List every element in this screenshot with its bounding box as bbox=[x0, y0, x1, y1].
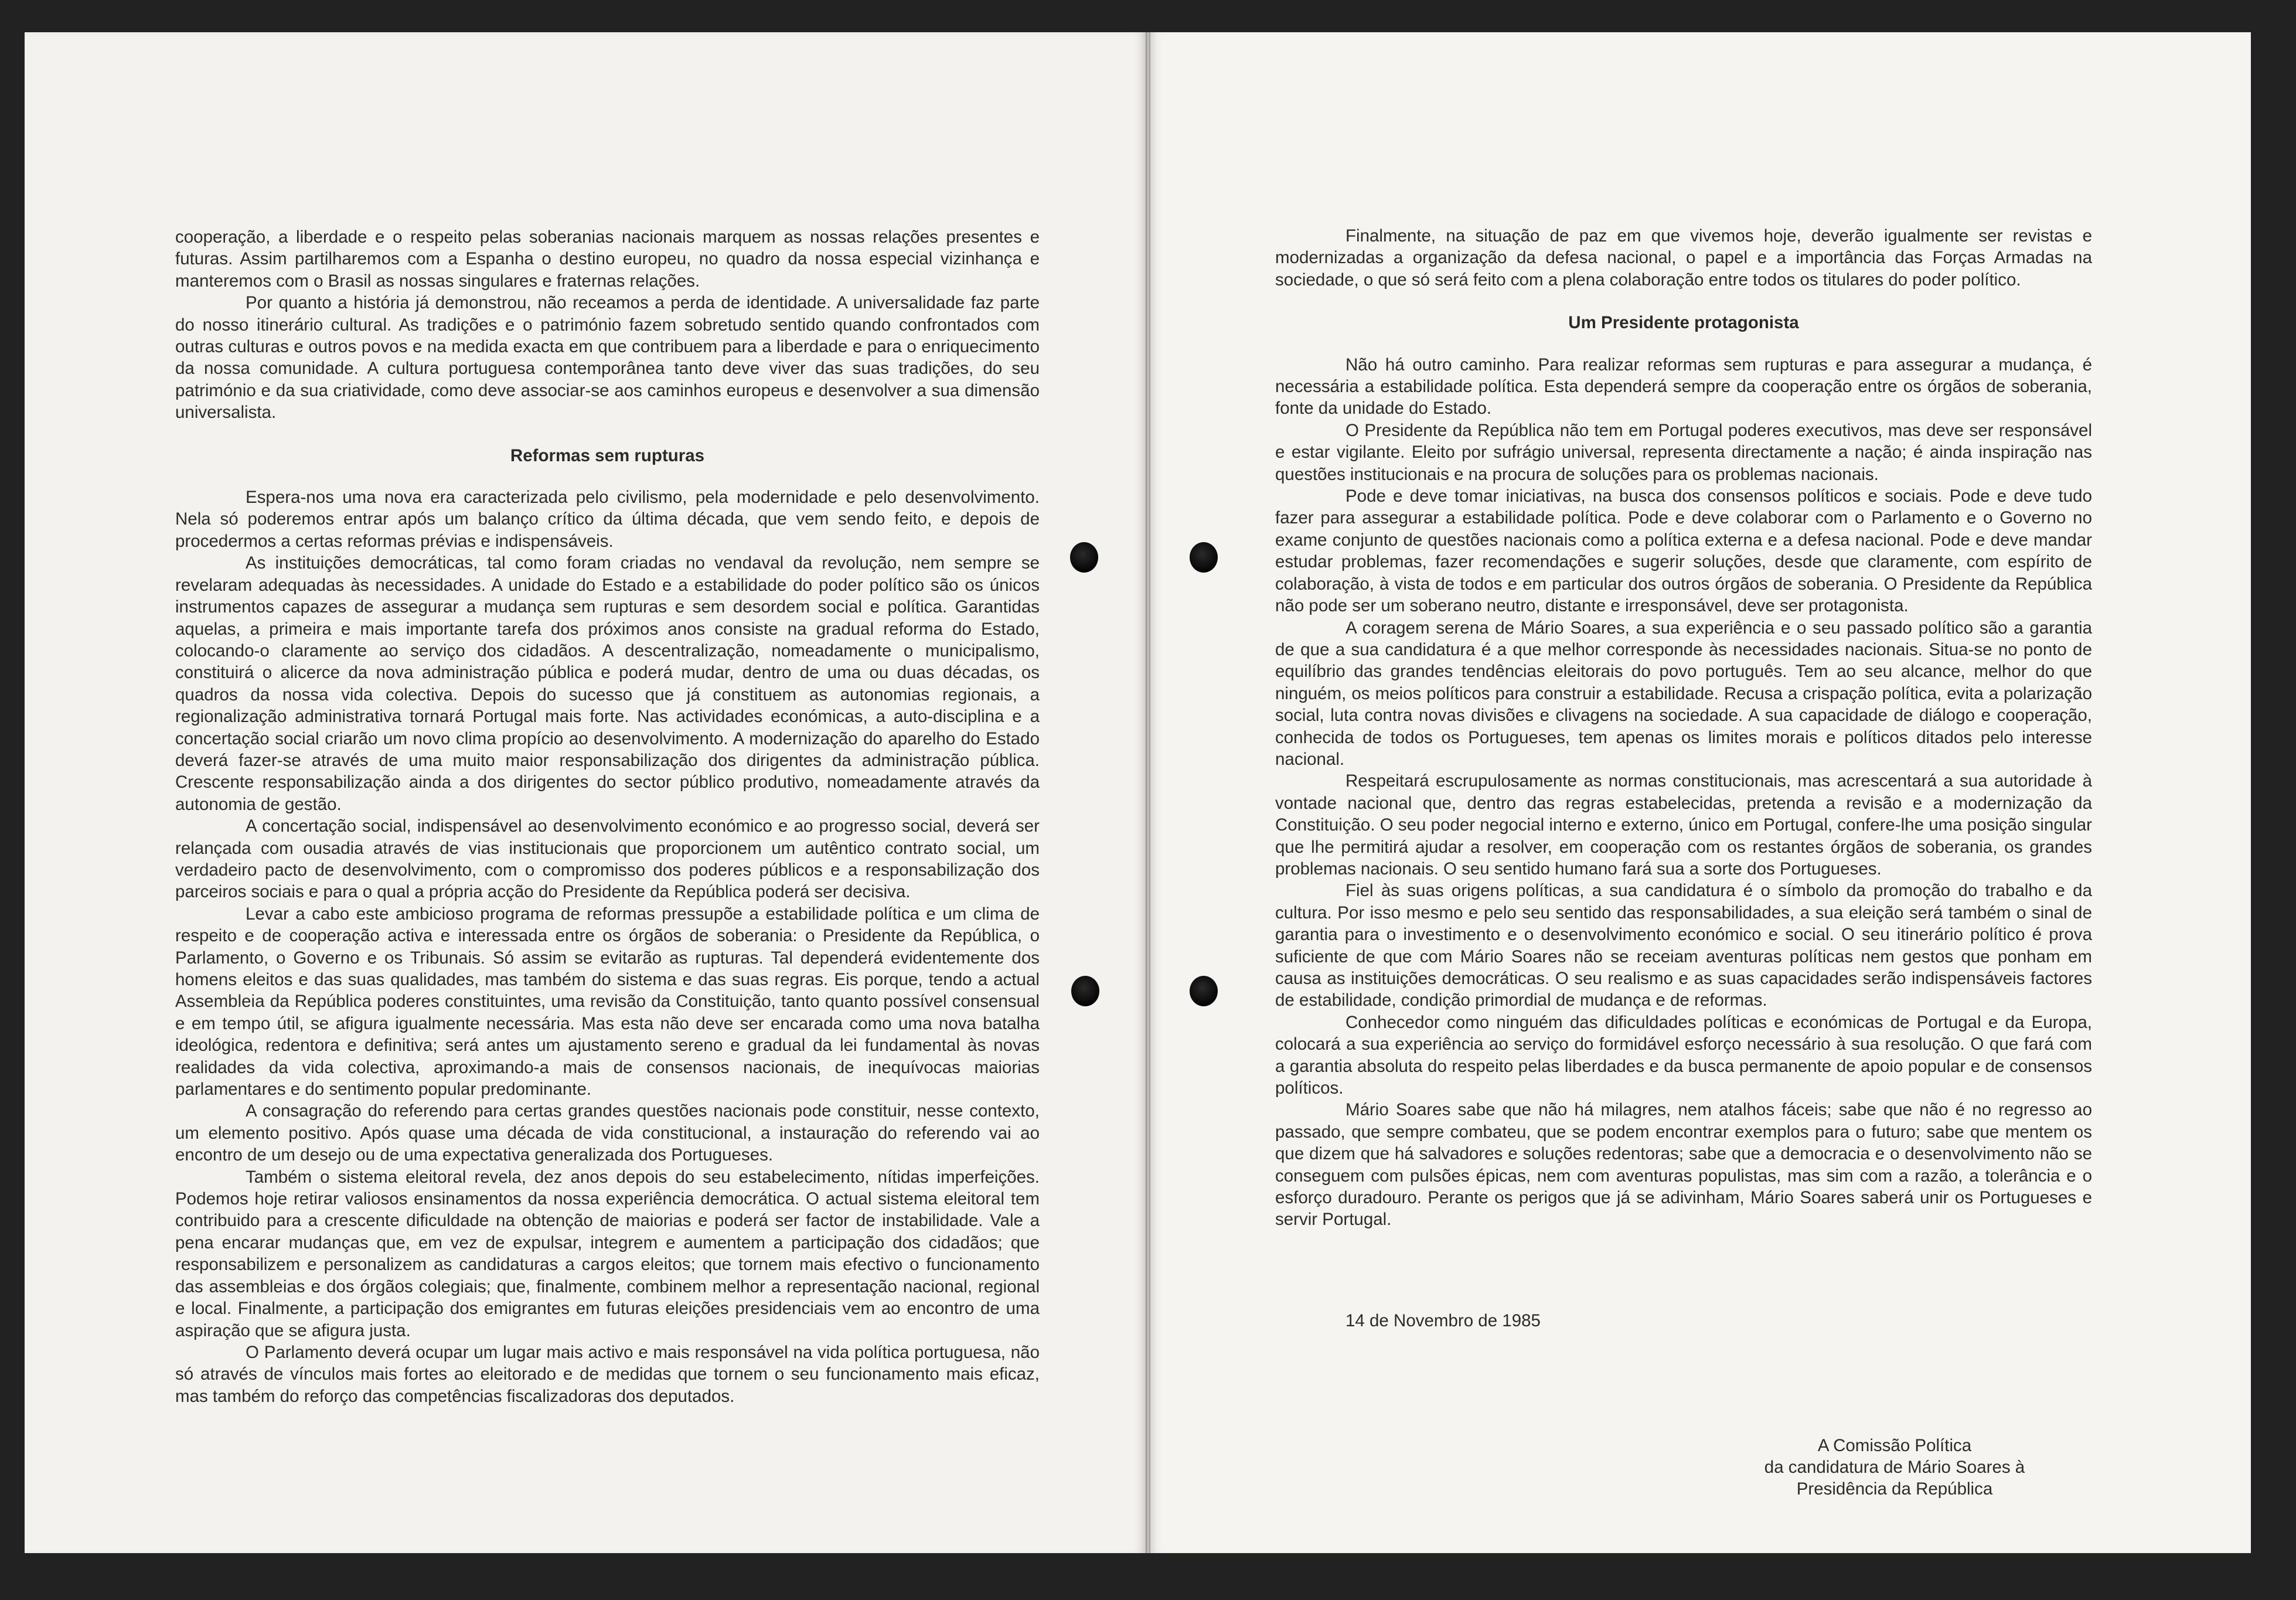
section-heading: Reformas sem rupturas bbox=[510, 445, 705, 465]
right-page bbox=[1150, 32, 2251, 1553]
right-page-text bbox=[1275, 225, 2092, 1231]
paragraph: Mário Soares sabe que não há milagres, nem atalhos fáceis; sabe que não é no regresso ao passado, que sempre combateu, que se podem encontrar exemplos para o futuro; sabe que mentem os que dizem que há salvadores e soluções redentoras; sabe que a democracia e o desenvolvimento não se conseguem com pulsões épicas, nem com aventuras populistas, mas sim com a razão, a tolerância e o esforço duradouro. Perante os perigos que já se adivinham, Mário Soares saberá unir os Portugueses e servir Portugal. bbox=[1275, 1100, 2092, 1230]
paragraph: Levar a cabo este ambicioso programa de reformas pressupõe a estabilidade política e um clima de respeito e de cooperação activa e interessada entre os órgãos de soberania: o Presidente da República, o Parlamento, o Governo e os Tribunais. Só assim se evitarão as rupturas. Tal dependerá evidentemente dos homens eleitos e das suas qualidades, mas também do sistema e das suas regras. Eis porque, tendo a actual Assembleia da República poderes constituintes, uma revisão da Constituição, tanto quanto possível consensual e em tempo útil, se afigura igualmente necessária. Mas esta não deve ser encarada como uma nova batalha ideológica, redentora e definitiva; será antes um ajustamento sereno e gradual da lei fundamental às novas realidades da vida colectiva, aproximando-a mais de consensos nacionais, de inequívocas maiorias parlamentares e do sentimento popular predominante. bbox=[175, 904, 1040, 1099]
section-heading: Um Presidente protagonista bbox=[1568, 313, 1799, 333]
paragraph: Pode e deve tomar iniciativas, na busca dos consensos políticos e sociais. Pode e deve tudo fazer para assegurar a estabilidade política. Pode e deve colaborar com o Parlamento e o Governo no exame conjunto de questões nacionais como a política externa e a defesa nacional. Pode e deve mandar estudar problemas, fazer recomendações e sugerir soluções, desde que claramente, com espírito de colaboração, à vista de todos e em particular dos outros órgãos de soberania. O Presidente da República não pode ser um soberano neutro, distante e irresponsável, deve ser protagonista. bbox=[1275, 486, 2092, 616]
punch-hole bbox=[1190, 542, 1218, 573]
signature-line: A Comissão Política bbox=[1817, 1436, 1972, 1455]
left-page-text bbox=[175, 226, 1040, 1407]
paragraph: A concertação social, indispensável ao desenvolvimento económico e ao progresso social, deverá ser relançada com ousadia através de vias institucionais que proporcionem um autêntico contrato social, um verdadeiro pacto de desenvolvimento, com o compromisso dos poderes públicos e a responsabilização dos parceiros sociais e para o qual a própria acção do Presidente da República poderá ser decisiva. bbox=[175, 816, 1040, 902]
document-date: 14 de Novembro de 1985 bbox=[1345, 1311, 1541, 1330]
paragraph: cooperação, a liberdade e o respeito pelas soberanias nacionais marquem as nossas relações presentes e futuras. Assim partilharemos com a Espanha o destino europeu, no quadro da nossa especial vizinhança e manteremos com o Brasil as nossas singulares e fraternas relações. bbox=[175, 227, 1040, 291]
paragraph: Não há outro caminho. Para realizar reformas sem rupturas e para assegurar a mudança, é necessária a estabilidade política. Esta dependerá sempre da cooperação entre os órgãos de soberania, fonte da unidade do Estado. bbox=[1275, 355, 2092, 418]
paragraph: Fiel às suas origens políticas, a sua candidatura é o símbolo da promoção do trabalho e da cultura. Por isso mesmo e pelo seu sentido das responsabilidades, a sua eleição será também o sinal de garantia para o investimento e o desenvolvimento económico e social. O seu itinerário político é prova suficiente de que com Mário Soares não se receiam aventuras políticas nem gestos que ponham em causa as instituições democráticas. O seu realismo e as suas capacidades serão indispensáveis factores de estabilidade, condição primordial de mudança e de reformas. bbox=[1275, 881, 2092, 1010]
paragraph: Conhecedor como ninguém das dificuldades políticas e económicas de Portugal e da Europa, colocará a sua experiência ao serviço do formidável esforço necessário à sua resolução. O que fará com a garantia absoluta do respeito pelas liberdades e da busca permanente de apoio popular e de consensos políticos. bbox=[1275, 1012, 2092, 1098]
binding-spine bbox=[1146, 32, 1150, 1553]
paragraph: Respeitará escrupulosamente as normas constitucionais, mas acrescentará a sua autoridade à vontade nacional que, dentro das regras estabelecidas, pretenda a revisão e a modernização da Constituição. O seu poder negocial interno e externo, único em Portugal, confere-lhe uma posição singular que lhe permitirá ajudar a resolver, em cooperação com os restantes órgãos de soberania, os grandes problemas nacionais. O seu sentido humano fará sua a sorte dos Portugueses. bbox=[1275, 771, 2092, 879]
punch-hole bbox=[1070, 542, 1098, 573]
left-page bbox=[25, 32, 1146, 1553]
paragraph: O Presidente da República não tem em Portugal poderes executivos, mas deve ser responsável e estar vigilante. Eleito por sufrágio universal, representa directamente a nação; é ainda inspiração nas questões institucionais e na procura de soluções para os problemas nacionais. bbox=[1275, 420, 2092, 484]
paragraph: A coragem serena de Mário Soares, a sua experiência e o seu passado político são a garantia de que a sua candidatura é a que melhor corresponde às necessidades nacionais. Situa-se no ponto de equilíbrio das grandes tendências eleitorais do povo português. Tem ao seu alcance, melhor do que ninguém, os meios políticos para construir a estabilidade. Recusa a crispação política, evita a polarização social, luta contra novas divisões e clivagens na sociedade. A sua capacidade de diálogo e cooperação, conhecida de todos os Portugueses, tem apenas os limites morais e políticos ditados pelo interesse nacional. bbox=[1275, 618, 2092, 769]
punch-hole bbox=[1190, 976, 1218, 1006]
paragraph: Espera-nos uma nova era caracterizada pelo civilismo, pela modernidade e pelo desenvolvimento. Nela só poderemos entrar após um balanço crítico da última década, que vem sendo feito, e depois de procedermos a certas reformas prévias e indispensáveis. bbox=[175, 488, 1040, 551]
paragraph: A consagração do referendo para certas grandes questões nacionais pode constituir, nesse contexto, um elemento positivo. Após quase uma década de vida constitucional, a instauração do referendo vai ao encontro de um desejo ou de uma expectativa generalizada dos Portugueses. bbox=[175, 1101, 1040, 1165]
punch-hole bbox=[1071, 976, 1099, 1006]
paragraph: Também o sistema eleitoral revela, dez anos depois do seu estabelecimento, nítidas imperfeições. Podemos hoje retirar valiosos ensinamentos da nossa experiência democrática. O actual sistema eleitoral tem contribuido para a crescente dificuldade na obtenção de maiorias e poderá ser factor de instabilidade. Vale a pena encarar mudanças que, em vez de expulsar, integrem e aumentem a participação dos cidadãos; que responsabilizem e personalizem as candidaturas a cargos eleitos; que tornem mais efectivo o funcionamento das assembleias e dos órgãos colegiais; que, finalmente, combinem melhor a representação nacional, regional e local. Finalmente, a participação dos emigrantes em futuras eleições presidenciais vem ao encontro de uma aspiração que se afigura justa. bbox=[175, 1167, 1040, 1340]
paragraph: Finalmente, na situação de paz em que vivemos hoje, deverão igualmente ser revistas e modernizadas a organização da defesa nacional, o papel e a importância das Forças Armadas na sociedade, o que só será feito com a plena colaboração entre todos os titulares do poder político. bbox=[1275, 226, 2092, 290]
signature-line: Presidência da República bbox=[1796, 1479, 1993, 1499]
signature-line: da candidatura de Mário Soares à bbox=[1764, 1458, 2025, 1477]
signature-block bbox=[1742, 1435, 2047, 1500]
paragraph: Por quanto a história já demonstrou, não receamos a perda de identidade. A universalidade faz parte do nosso itinerário cultural. As tradições e o património fazem sobretudo sentido quando confrontados com outras culturas e outros povos e na medida exacta em que contribuem para a liberdade e para o enriquecimento da nossa comunidade. A cultura portuguesa contemporânea tanto deve viver das suas tradições, do seu património e da sua criatividade, como deve associar-se aos caminhos europeus e desenvolver a sua dimensão universalista. bbox=[175, 293, 1040, 423]
paragraph: As instituições democráticas, tal como foram criadas no vendaval da revolução, nem sempre se revelaram adequadas às necessidades. A unidade do Estado e a estabilidade do poder político são os únicos instrumentos capazes de assegurar a mudança sem rupturas e sem desordem social e política. Garantidas aquelas, a primeira e mais importante tarefa dos próximos anos consiste na gradual reforma do Estado, colocando-o claramente ao serviço dos cidadãos. A descentralização, nomeadamente o municipalismo, constituirá o alicerce da nova administração pública e poderá mudar, dentro de uma ou duas décadas, os quadros da nossa vida colectiva. Depois do sucesso que já constituem as autonomias regionais, a regionalização administrativa tornará Portugal mais forte. Nas actividades económicas, a auto-disciplina e a concertação social criarão um novo clima propício ao desenvolvimento. A modernização do aparelho do Estado deverá fazer-se através de uma muito maior responsabilização dos dirigentes da administração pública. Crescente responsabilização ainda a dos dirigentes do sector público produtivo, nomeadamente através da autonomia de gestão. bbox=[175, 553, 1040, 814]
paragraph: O Parlamento deverá ocupar um lugar mais activo e mais responsável na vida política portuguesa, não só através de vínculos mais fortes ao eleitorado e de medidas que tornem o seu funcionamento mais eficaz, mas também do reforço das competências fiscalizadoras dos deputados. bbox=[175, 1342, 1040, 1406]
